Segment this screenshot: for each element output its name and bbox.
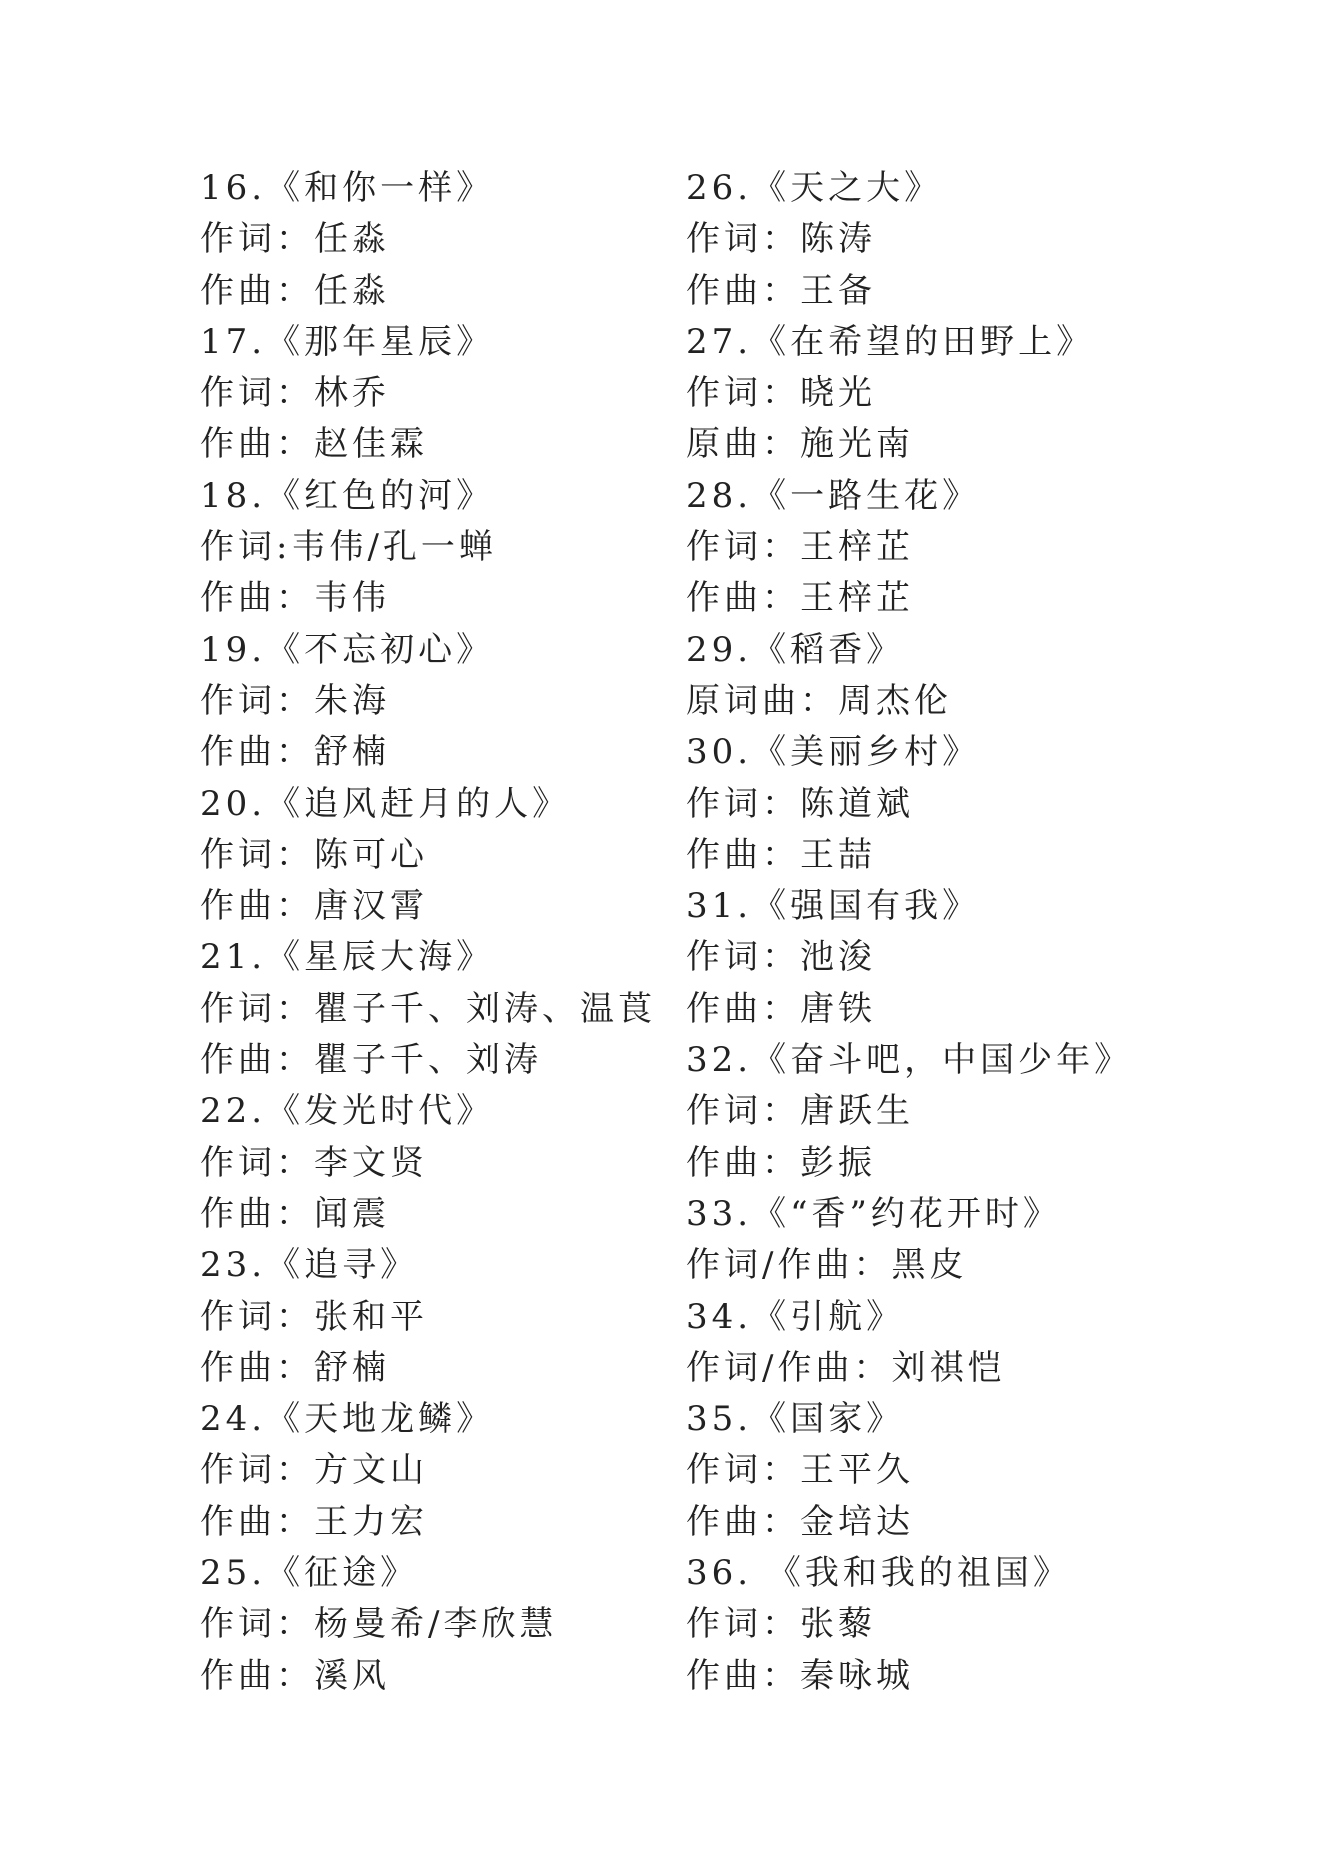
song-title: 24.《天地龙鳞》 [200,1399,495,1440]
credit-line: 作词/作曲：刘祺恺 [686,1347,1006,1388]
credit-line: 作词/作曲：黑皮 [686,1245,968,1286]
composer-line: 作曲：溪风 [200,1655,390,1696]
song-title: 31.《强国有我》 [686,886,981,927]
song-title: 28.《一路生花》 [686,475,981,516]
composer-line: 原曲：施光南 [686,424,914,465]
composer-line: 作曲：舒楠 [200,732,390,773]
lyricist-line: 作词：张藜 [686,1604,876,1645]
composer-line: 作曲：王力宏 [200,1501,428,1542]
lyricist-line: 作词：朱海 [200,680,390,721]
composer-line: 作曲：闻震 [200,1193,390,1234]
song-title: 36. 《我和我的祖国》 [686,1553,1071,1594]
credit-line: 原词曲：周杰伦 [686,680,952,721]
composer-line: 作曲：舒楠 [200,1347,390,1388]
song-title: 19.《不忘初心》 [200,629,495,670]
composer-line: 作曲：唐汉霄 [200,886,428,927]
lyricist-line: 作词：杨曼希/李欣慧 [200,1604,558,1645]
lyricist-line: 作词：唐跃生 [686,1091,914,1132]
composer-line: 作曲：韦伟 [200,578,390,619]
lyricist-line: 作词：方文山 [200,1450,428,1491]
composer-line: 作曲：彭振 [686,1142,876,1183]
lyricist-line: 作词：池浚 [686,937,876,978]
lyricist-line: 作词：陈道斌 [686,783,914,824]
lyricist-line: 作词：王平久 [686,1450,914,1491]
song-title: 33.《“香”约花开时》 [686,1193,1061,1234]
composer-line: 作曲：唐铁 [686,988,876,1029]
song-title: 21.《星辰大海》 [200,937,495,978]
song-title: 18.《红色的河》 [200,475,495,516]
song-title: 22.《发光时代》 [200,1091,495,1132]
lyricist-line: 作词：王梓芷 [686,527,914,568]
song-title: 17.《那年星辰》 [200,321,495,362]
song-title: 30.《美丽乡村》 [686,732,981,773]
song-title: 20.《追风赶月的人》 [200,783,571,824]
song-title: 32.《奋斗吧，中国少年》 [686,1040,1133,1081]
composer-line: 作曲：任淼 [200,270,390,311]
lyricist-line: 作词：李文贤 [200,1142,428,1183]
song-title: 34.《引航》 [686,1296,905,1337]
song-title: 16.《和你一样》 [200,168,495,208]
right-column [686,163,1246,1702]
composer-line: 作曲：金培达 [686,1501,914,1542]
lyricist-line: 作词：林乔 [200,373,390,414]
composer-line: 作曲：王喆 [686,834,876,875]
composer-line: 作曲：王梓芷 [686,578,914,619]
lyricist-line: 作词：任淼 [200,219,390,260]
lyricist-line: 作词：陈涛 [686,219,876,260]
lyricist-line: 作词：瞿子千、刘涛、温莨 [200,988,656,1029]
song-title: 35.《国家》 [686,1399,905,1440]
song-title: 23.《追寻》 [200,1245,419,1286]
song-title: 25.《征途》 [200,1553,419,1594]
composer-line: 作曲：秦咏城 [686,1655,914,1696]
left-column [200,163,670,1702]
song-title: 29.《稻香》 [686,629,905,670]
composer-line: 作曲：赵佳霖 [200,424,428,465]
lyricist-line: 作词：晓光 [686,373,876,414]
song-title: 27.《在希望的田野上》 [686,321,1095,362]
lyricist-line: 作词:韦伟/孔一蝉 [200,527,497,568]
lyricist-line: 作词：张和平 [200,1296,428,1337]
lyricist-line: 作词：陈可心 [200,834,428,875]
song-title: 26.《天之大》 [686,168,943,208]
composer-line: 作曲：瞿子千、刘涛 [200,1040,542,1081]
composer-line: 作曲：王备 [686,270,876,311]
